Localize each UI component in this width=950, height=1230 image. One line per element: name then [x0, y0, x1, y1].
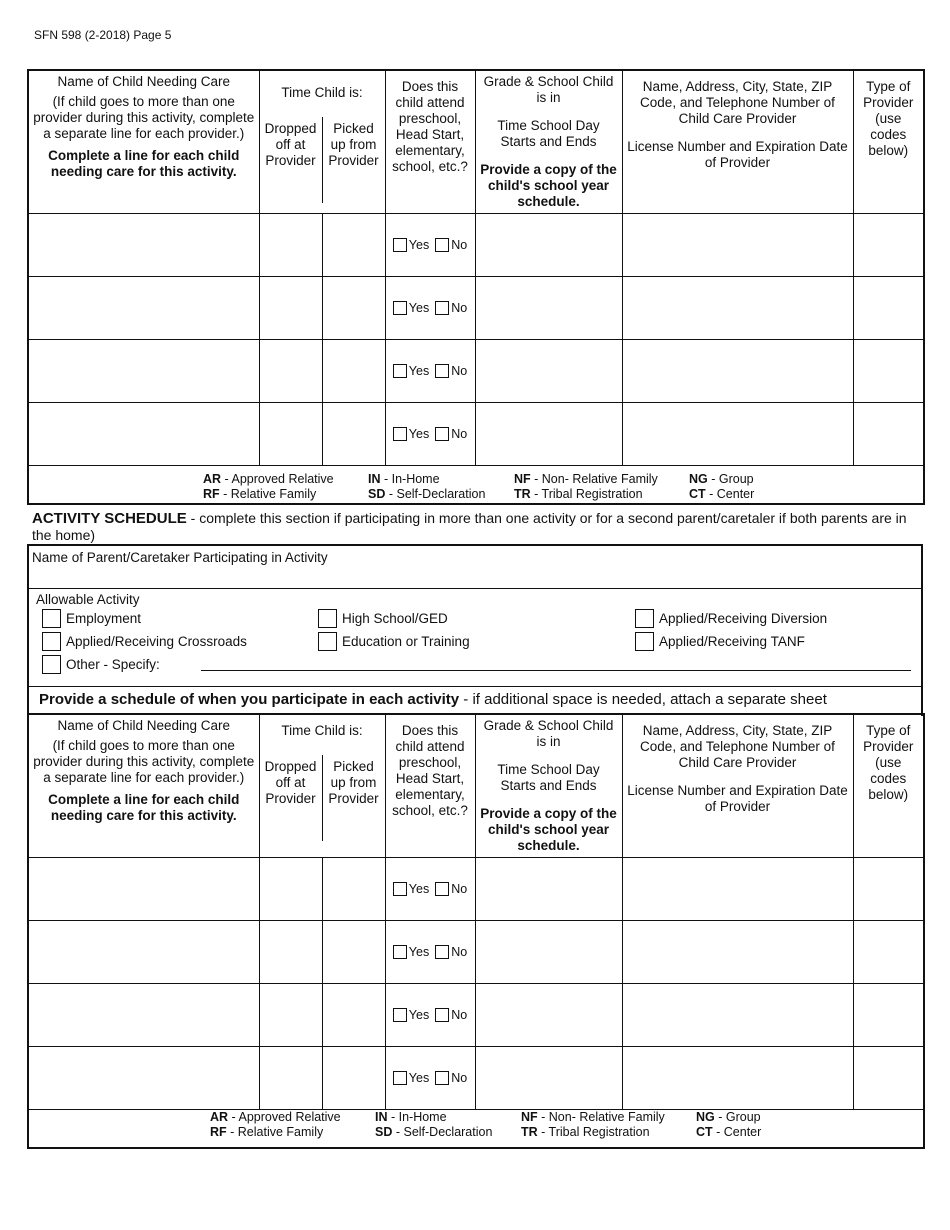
- grade-cell[interactable]: [475, 921, 622, 984]
- table-row: Yes No: [28, 1047, 924, 1110]
- code-item: AR - Approved Relative: [203, 472, 334, 486]
- table-row: Yes No: [28, 858, 924, 921]
- type-cell[interactable]: [853, 403, 924, 466]
- picked-cell[interactable]: [322, 1047, 385, 1110]
- picked-cell[interactable]: [322, 277, 385, 340]
- provider-cell[interactable]: [622, 403, 853, 466]
- option-high-school[interactable]: High School/GED: [318, 609, 448, 628]
- dropped-cell[interactable]: [259, 984, 322, 1047]
- child-care-table-1: [27, 69, 925, 505]
- child-name-header: Name of Child Needing Care (If child goes to more than one provider during this activity, complete a separate line for each provider.) Complete a line for each child needing care for this activity.: [28, 70, 259, 214]
- no-checkbox[interactable]: [435, 1071, 449, 1085]
- type-cell[interactable]: [853, 921, 924, 984]
- schedule-instruction: Provide a schedule of when you participate in each activity - if additional space is needed, attach a separate sheet: [39, 691, 827, 708]
- employment-checkbox[interactable]: [42, 609, 61, 628]
- code-item: NF - Non- Relative Family: [514, 472, 658, 486]
- table-row: Yes No: [28, 277, 924, 340]
- code-item: RF - Relative Family: [203, 487, 317, 501]
- grade-cell[interactable]: [475, 984, 622, 1047]
- code-item: CT - Center: [689, 487, 755, 501]
- activity-schedule-heading: ACTIVITY SCHEDULE - complete this section if participating in more than one activity or for a second parent/caretaler if both parents are in the home): [32, 510, 907, 543]
- child-name-cell[interactable]: [28, 1047, 259, 1110]
- yes-checkbox[interactable]: [393, 238, 407, 252]
- picked-cell[interactable]: [322, 921, 385, 984]
- picked-cell[interactable]: [322, 858, 385, 921]
- child-name-cell[interactable]: [28, 340, 259, 403]
- grade-cell[interactable]: [475, 1047, 622, 1110]
- provider-cell[interactable]: [622, 214, 853, 277]
- option-diversion[interactable]: Applied/Receiving Diversion: [635, 609, 827, 628]
- child-care-table-2: [27, 713, 925, 1149]
- type-cell[interactable]: [853, 214, 924, 277]
- dropped-cell[interactable]: [259, 1047, 322, 1110]
- time-child-header: Time Child is: Dropped off at Provider Picked up from Provider: [259, 70, 385, 214]
- code-item: TR - Tribal Registration: [521, 1125, 650, 1139]
- type-cell[interactable]: [853, 858, 924, 921]
- yes-checkbox[interactable]: [393, 945, 407, 959]
- tanf-checkbox[interactable]: [635, 632, 654, 651]
- option-other[interactable]: Other - Specify:: [42, 655, 160, 674]
- code-item: AR - Approved Relative: [210, 1110, 341, 1124]
- dropped-cell[interactable]: [259, 277, 322, 340]
- code-item: IN - In-Home: [375, 1110, 447, 1124]
- provider-cell[interactable]: [622, 1047, 853, 1110]
- dropped-cell[interactable]: [259, 403, 322, 466]
- provider-cell[interactable]: [622, 277, 853, 340]
- code-item: SD - Self-Declaration: [375, 1125, 493, 1139]
- yes-checkbox[interactable]: [393, 1008, 407, 1022]
- type-cell[interactable]: [853, 277, 924, 340]
- provider-type-header: Type of Provider (use codes below): [853, 714, 924, 858]
- provider-cell[interactable]: [622, 921, 853, 984]
- other-specify-field[interactable]: [201, 670, 911, 671]
- code-item: IN - In-Home: [368, 472, 440, 486]
- code-item: NF - Non- Relative Family: [521, 1110, 665, 1124]
- other-checkbox[interactable]: [42, 655, 61, 674]
- yes-checkbox[interactable]: [393, 1071, 407, 1085]
- type-cell[interactable]: [853, 984, 924, 1047]
- child-name-cell[interactable]: [28, 277, 259, 340]
- child-name-cell[interactable]: [28, 214, 259, 277]
- yes-checkbox[interactable]: [393, 427, 407, 441]
- child-name-cell[interactable]: [28, 858, 259, 921]
- type-cell[interactable]: [853, 340, 924, 403]
- attend-school-header: Does this child attend preschool, Head Start, elementary, school, etc.?: [385, 70, 475, 214]
- provider-type-header: Type of Provider (use codes below): [853, 70, 924, 214]
- table-row: Yes No: [28, 921, 924, 984]
- option-employment[interactable]: Employment: [42, 609, 141, 628]
- grade-school-header: Grade & School Child is in Time School Day Starts and Ends Provide a copy of the child's school year schedule.: [475, 714, 622, 858]
- activity-schedule-box: [27, 544, 923, 716]
- dropped-cell[interactable]: [259, 214, 322, 277]
- picked-cell[interactable]: [322, 403, 385, 466]
- dropped-cell[interactable]: [259, 858, 322, 921]
- grade-cell[interactable]: [475, 214, 622, 277]
- crossroads-checkbox[interactable]: [42, 632, 61, 651]
- provider-header: Name, Address, City, State, ZIP Code, and Telephone Number of Child Care Provider License Number and Expiration Date of Provider: [622, 714, 853, 858]
- code-item: NG - Group: [689, 472, 754, 486]
- grade-cell[interactable]: [475, 340, 622, 403]
- high-school-checkbox[interactable]: [318, 609, 337, 628]
- picked-cell[interactable]: [322, 984, 385, 1047]
- code-item: SD - Self-Declaration: [368, 487, 486, 501]
- provider-cell[interactable]: [622, 340, 853, 403]
- option-tanf[interactable]: Applied/Receiving TANF: [635, 632, 805, 651]
- picked-cell[interactable]: [322, 214, 385, 277]
- provider-header: Name, Address, City, State, ZIP Code, and Telephone Number of Child Care Provider License Number and Expiration Date of Provider: [622, 70, 853, 214]
- no-checkbox[interactable]: [435, 301, 449, 315]
- no-checkbox[interactable]: [435, 364, 449, 378]
- time-child-header: Time Child is: Dropped off at Provider Picked up from Provider: [259, 714, 385, 858]
- child-name-cell[interactable]: [28, 984, 259, 1047]
- page-header: SFN 598 (2-2018) Page 5: [34, 28, 172, 42]
- picked-cell[interactable]: [322, 340, 385, 403]
- dropped-cell[interactable]: [259, 921, 322, 984]
- attend-school-header: Does this child attend preschool, Head Start, elementary, school, etc.?: [385, 714, 475, 858]
- child-name-cell[interactable]: [28, 403, 259, 466]
- code-item: NG - Group: [696, 1110, 761, 1124]
- education-checkbox[interactable]: [318, 632, 337, 651]
- option-crossroads[interactable]: Applied/Receiving Crossroads: [42, 632, 247, 651]
- no-checkbox[interactable]: [435, 1008, 449, 1022]
- child-name-header: Name of Child Needing Care (If child goes to more than one provider during this activity, complete a separate line for each provider.) Complete a line for each child needing care for this activity.: [28, 714, 259, 858]
- yes-checkbox[interactable]: [393, 364, 407, 378]
- provider-codes-legend: [28, 466, 924, 504]
- parent-name-field[interactable]: Name of Parent/Caretaker Participating in Activity: [29, 546, 921, 589]
- provider-cell[interactable]: [622, 984, 853, 1047]
- grade-cell[interactable]: [475, 403, 622, 466]
- code-item: RF - Relative Family: [210, 1125, 324, 1139]
- no-checkbox[interactable]: [435, 945, 449, 959]
- grade-cell[interactable]: [475, 277, 622, 340]
- grade-cell[interactable]: [475, 858, 622, 921]
- table-row: Yes No: [28, 340, 924, 403]
- provider-codes-legend: [28, 1110, 924, 1148]
- provider-cell[interactable]: [622, 858, 853, 921]
- type-cell[interactable]: [853, 1047, 924, 1110]
- grade-school-header: Grade & School Child is in Time School Day Starts and Ends Provide a copy of the child's school year schedule.: [475, 70, 622, 214]
- option-education[interactable]: Education or Training: [318, 632, 470, 651]
- yes-checkbox[interactable]: [393, 882, 407, 896]
- no-checkbox[interactable]: [435, 238, 449, 252]
- diversion-checkbox[interactable]: [635, 609, 654, 628]
- code-item: CT - Center: [696, 1125, 762, 1139]
- no-checkbox[interactable]: [435, 427, 449, 441]
- yes-checkbox[interactable]: [393, 301, 407, 315]
- table-row: Yes No: [28, 214, 924, 277]
- no-checkbox[interactable]: [435, 882, 449, 896]
- dropped-cell[interactable]: [259, 340, 322, 403]
- code-item: TR - Tribal Registration: [514, 487, 643, 501]
- child-name-cell[interactable]: [28, 921, 259, 984]
- allowable-activity-group: Allowable Activity Employment High School/GED Applied/Receiving Diversion Applied/Receiving Crossroads Education or Training Applied/Receiving TANF Other - Specify:: [29, 589, 921, 687]
- table-row: Yes No: [28, 403, 924, 466]
- table-row: Yes No: [28, 984, 924, 1047]
